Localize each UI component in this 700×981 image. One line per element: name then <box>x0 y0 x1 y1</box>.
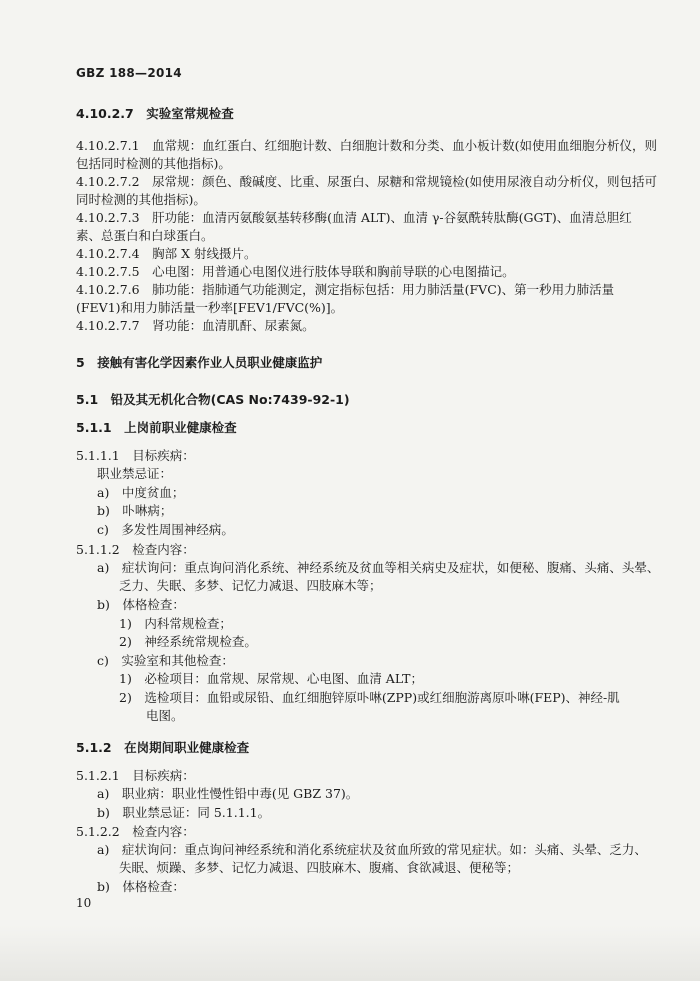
text-line: a) 症状询问：重点询问消化系统、神经系统及贫血等相关病史及症状，如便秘、腹痛、头痛、头晕、 <box>97 560 660 575</box>
text-line: 5.1.1.2 检查内容： <box>76 542 195 557</box>
text-line: b) 体格检查： <box>97 597 185 612</box>
text-line: (FEV1)和用力肺活量一秒率[FEV1/FVC(%)]。 <box>76 300 344 315</box>
section-heading: 4.10.2.7 实验室常规检查 <box>76 106 234 121</box>
text-line: 电图。 <box>146 708 184 723</box>
text-line: c) 实验室和其他检查： <box>97 653 234 668</box>
text-line: 5.1.1.1 目标疾病： <box>76 448 195 463</box>
scan-shadow <box>0 925 700 981</box>
text-line: 4.10.2.7.3 肝功能：血清丙氨酸氨基转移酶(血清 ALT)、血清 γ-谷氨酰转肽酶(GGT)、血清总胆红 <box>76 210 632 225</box>
text-line: a) 中度贫血； <box>97 485 185 500</box>
text-line: 4.10.2.7.1 血常规：血红蛋白、红细胞计数、白细胞计数和分类、血小板计数(如使用血细胞分析仪，则 <box>76 138 657 153</box>
text-line: 4.10.2.7.6 肺功能：指肺通气功能测定，测定指标包括：用力肺活量(FVC)、第一秒用力肺活量 <box>76 282 615 297</box>
text-line: 1) 必检项目：血常规、尿常规、心电图、血清 ALT； <box>119 671 423 686</box>
text-line: 4.10.2.7.5 心电图：用普通心电图仪进行肢体导联和胸前导联的心电图描记。 <box>76 264 515 279</box>
text-line: 职业禁忌证： <box>97 466 173 481</box>
text-line: a) 症状询问：重点询问神经系统和消化系统症状及贫血所致的常见症状。如：头痛、头晕、乏力、 <box>97 842 647 857</box>
section-heading: 5.1.1 上岗前职业健康检查 <box>76 420 237 435</box>
text-line: 2) 选检项目：血铅或尿铅、血红细胞锌原卟啉(ZPP)或红细胞游离原卟啉(FEP)、神经-肌 <box>119 690 620 705</box>
text-line: 5.1.2.1 目标疾病： <box>76 768 195 783</box>
text-line: b) 体格检查： <box>97 879 185 894</box>
text-line: 乏力、失眠、多梦、记忆力减退、四肢麻木等； <box>119 578 382 593</box>
text-line: 素、总蛋白和白球蛋白。 <box>76 228 214 243</box>
page-number: 10 <box>76 896 92 910</box>
text-line: c) 多发性周围神经病。 <box>97 522 234 537</box>
text-line: 包括同时检测的其他指标)。 <box>76 156 231 171</box>
text-line: 失眠、烦躁、多梦、记忆力减退、四肢麻木、腹痛、食欲减退、便秘等； <box>119 860 520 875</box>
text-line: b) 职业禁忌证：同 5.1.1.1。 <box>97 805 271 820</box>
text-line: 同时检测的其他指标)。 <box>76 192 206 207</box>
standard-header: GBZ 188—2014 <box>76 66 182 80</box>
text-line: 4.10.2.7.2 尿常规：颜色、酸碱度、比重、尿蛋白、尿糖和常规镜检(如使用尿液自动分析仪，则包括可 <box>76 174 657 189</box>
section-heading: 5.1 铅及其无机化合物(CAS No:7439-92-1) <box>76 392 350 407</box>
text-line: 5.1.2.2 检查内容： <box>76 824 195 839</box>
text-line: a) 职业病：职业性慢性铅中毒(见 GBZ 37)。 <box>97 786 359 801</box>
text-line: 4.10.2.7.4 胸部 X 射线摄片。 <box>76 246 257 261</box>
text-line: b) 卟啉病； <box>97 503 173 518</box>
text-line: 4.10.2.7.7 肾功能：血清肌酐、尿素氮。 <box>76 318 315 333</box>
section-heading: 5 接触有害化学因素作业人员职业健康监护 <box>76 355 323 370</box>
text-line: 1) 内科常规检查； <box>119 616 232 631</box>
text-line: 2) 神经系统常规检查。 <box>119 634 257 649</box>
section-heading: 5.1.2 在岗期间职业健康检查 <box>76 740 250 755</box>
